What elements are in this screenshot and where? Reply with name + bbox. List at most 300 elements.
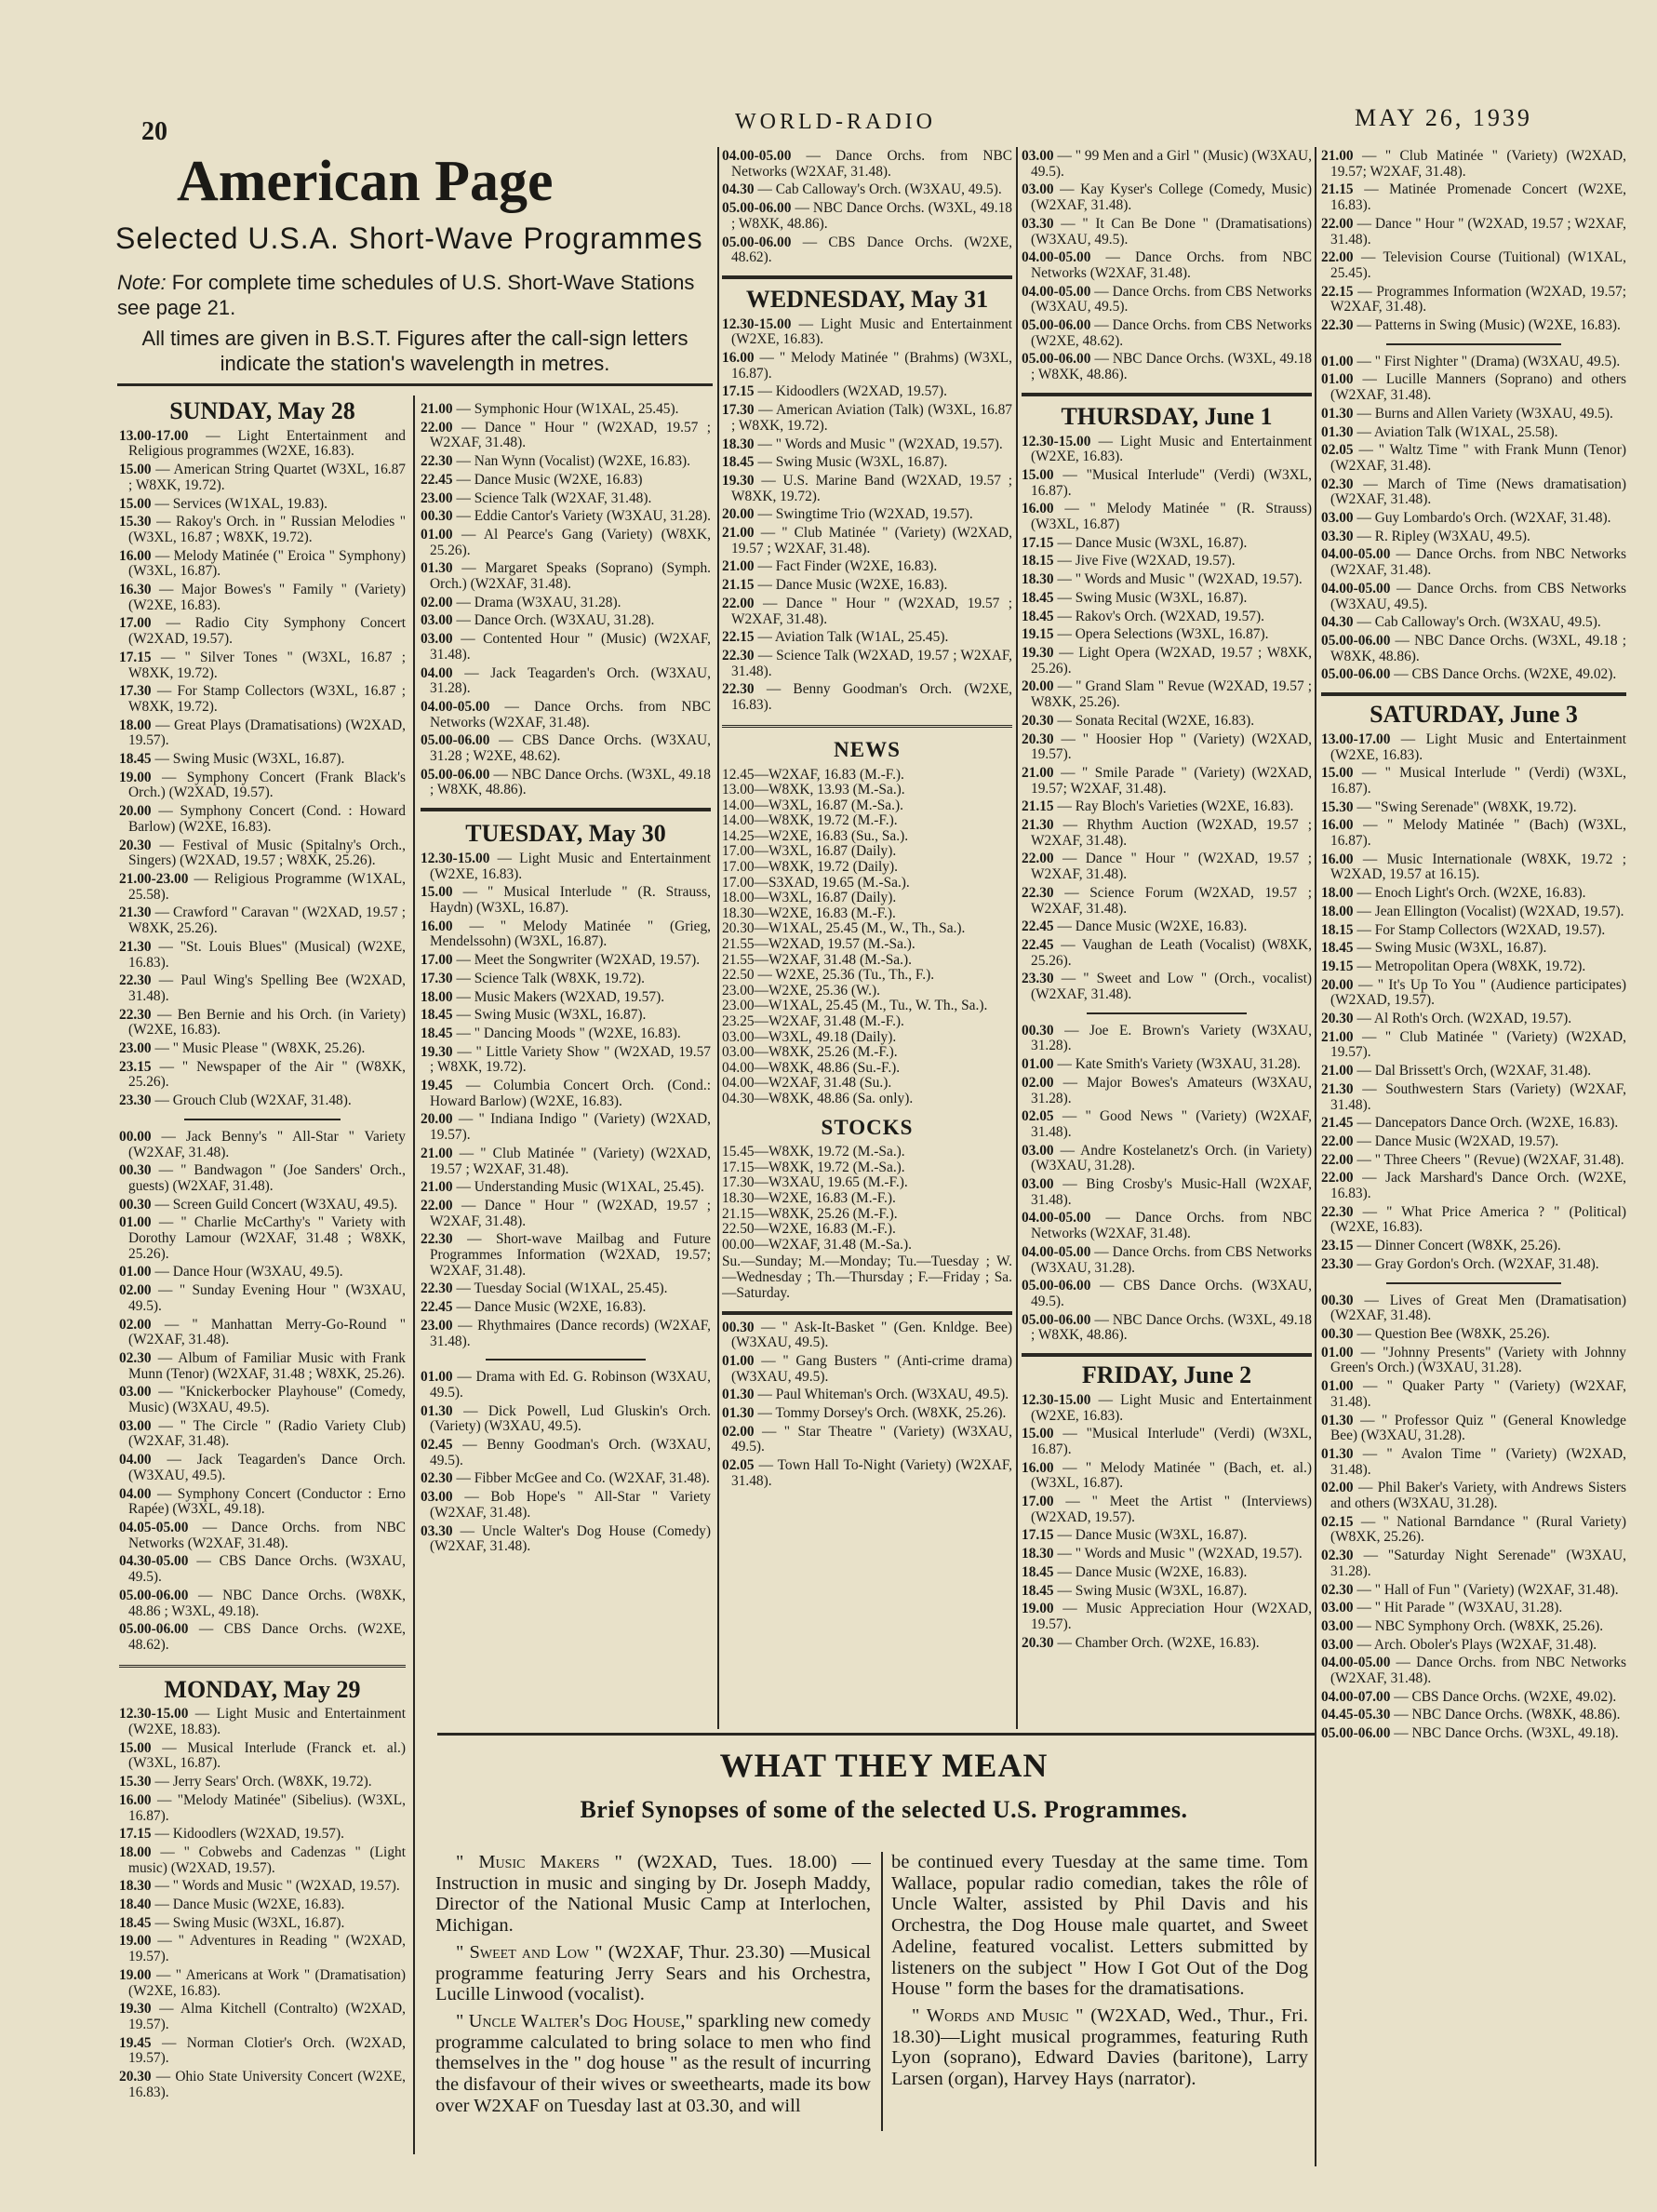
programme-entry: [1022, 182, 1312, 213]
programme-entry: [1022, 1565, 1312, 1581]
programme-description: — Great Plays (Dramatisations) (W2XAD, 19.57).: [128, 717, 406, 749]
programme-description: — NBC Dance Orchs. (W3XL, 49.18 ; W8XK, 48.86).: [1330, 632, 1626, 664]
programme-entry: [119, 1622, 406, 1653]
programme-time: 00.30: [1321, 1292, 1354, 1308]
programme-entry: [119, 2002, 406, 2032]
programme-time: 16.00: [722, 350, 755, 367]
programme-description: — Jack Benny's " All-Star " Variety (W2XAF, 31.48).: [128, 1128, 406, 1160]
programme-entry: [421, 632, 711, 663]
programme-description: — " It Can Be Done " (Dramatisations) (W3XAU, 49.5).: [1031, 215, 1312, 248]
programme-time: 03.30: [1022, 215, 1054, 232]
programme-description: — Swing Music (W3XL, 16.87).: [1053, 1582, 1248, 1599]
programme-entry: [1321, 1257, 1626, 1273]
programme-entry: [421, 1281, 711, 1297]
programme-description: — " The Circle " (Radio Variety Club) (W2XAF, 31.48).: [128, 1417, 406, 1450]
programme-entry: [119, 684, 406, 715]
programme-time: 03.00: [1022, 149, 1054, 164]
programme-description: — Dance Orchs. from NBC Networks (W2XAF, 31.48).: [430, 698, 711, 731]
programme-entry: [1022, 1024, 1312, 1054]
programme-description: — Science Talk (W8XK, 19.72).: [452, 970, 646, 986]
programme-description: — Sonata Recital (W2XE, 16.83).: [1053, 712, 1255, 729]
programme-time: 21.15: [1022, 798, 1054, 815]
bulletin-entry: 20.30—W1XAL, 25.45 (M., W., Th., Sa.).: [722, 920, 966, 937]
programme-entry: [119, 1897, 406, 1913]
programme-description: — Dance " Hour " (W2XAD, 19.57 ; W2XAF, 31.48).: [430, 1197, 711, 1229]
divider: [1087, 1012, 1247, 1014]
programme-time: 18.45: [119, 751, 152, 768]
programme-entry: [119, 872, 406, 903]
programme-description: — Bob Hope's " All-Star " Variety (W2XAF, 31.48).: [430, 1489, 711, 1521]
programme-entry: [1022, 818, 1312, 849]
programme-description: — R. Ripley (W3XAU, 49.5).: [1353, 528, 1530, 544]
programme-description: — Southwestern Stars (Variety) (W2XAF, 31.48).: [1330, 1080, 1626, 1113]
programme-time: 01.00: [722, 1352, 755, 1369]
programme-description: — Festival of Music (Spitalny's Orch., Singers) (W2XAD, 19.57 ; W8XK, 25.26).: [128, 837, 406, 869]
programme-entry: [1321, 149, 1626, 180]
programme-entry: [1022, 1144, 1312, 1174]
programme-time: 18.00: [119, 717, 152, 733]
programme-entry: [1321, 1030, 1626, 1061]
programme-time: 04.00-05.00: [421, 698, 490, 715]
note-label: Note:: [117, 271, 167, 294]
programme-description: — Major Bowes's Amateurs (W3XAU, 31.28).: [1031, 1074, 1312, 1106]
programme-description: — Dance " Hour " (W2XAD, 19.57 ; W2XAF, 31.48).: [731, 595, 1012, 627]
programme-entry: [119, 1916, 406, 1932]
programme-entry: [119, 463, 406, 493]
programme-time: 15.00: [1022, 1426, 1054, 1442]
programme-description: — Cab Calloway's Orch. (W3XAU, 49.5).: [754, 181, 1002, 198]
programme-time: 12.30-15.00: [119, 1706, 189, 1723]
programme-description: — Dal Brissett's Orch, (W2XAF, 31.48).: [1353, 1063, 1592, 1079]
programme-time: 17.00: [421, 952, 453, 969]
programme-description: — Dance " Hour " (W2XAD, 19.57 ; W2XAF, 31.48).: [1031, 851, 1312, 883]
programme-time: 04.00-05.00: [1321, 1655, 1391, 1671]
programme-description: — Dance Orchs. from CBS Networks (W2XE, 48.62).: [1031, 317, 1312, 349]
programme-time: 22.45: [1022, 918, 1054, 935]
bulletin-entry: 14.25—W2XE, 16.83 (Su., Sa.).: [722, 827, 909, 844]
programme-description: — " Meet the Artist " (Interviews) (W2XAD, 19.57).: [1031, 1494, 1312, 1525]
divider: [1386, 1282, 1561, 1284]
programme-entry: [722, 437, 1012, 453]
programme-entry: [722, 578, 1012, 594]
programme-time: 00.30: [1022, 1022, 1054, 1039]
programme-description: — Television Course (Tuitional) (W1XAL, 25.45).: [1330, 249, 1626, 281]
programme-entry: [1022, 886, 1312, 917]
programme-entry: [1321, 477, 1626, 508]
programme-entry: [722, 1406, 1012, 1422]
programme-description: — Jack Teagarden's Dance Orch. (W3XAU, 49.5).: [128, 1452, 406, 1483]
programme-description: — " Words and Music " (W2XAD, 19.57).: [1053, 1546, 1303, 1562]
programme-entry: [1022, 938, 1312, 969]
programme-description: — Symphony Concert (Cond. : Howard Barlow) (W2XE, 16.83).: [128, 803, 406, 835]
programme-entry: [119, 752, 406, 768]
programme-time: 15.00: [119, 495, 152, 512]
programme-description: — Drama with Ed. G. Robinson (W3XAU, 49.5).: [430, 1369, 711, 1401]
programme-time: 16.00: [1321, 851, 1354, 867]
programme-entry: [421, 1112, 711, 1143]
programme-entry: [119, 583, 406, 613]
programme-time: 02.05: [1022, 1108, 1054, 1125]
thursday-list-b: [1022, 1024, 1312, 1344]
programme-entry: [119, 1130, 406, 1160]
programme-entry: [1321, 1515, 1626, 1546]
programme-description: — " 99 Men and a Girl " (Music) (W3XAU, 49.5).: [1031, 149, 1312, 180]
programme-description: — Al Pearce's Gang (Variety) (W8XK, 25.26).: [430, 526, 711, 558]
programme-time: 01.00: [1022, 1056, 1054, 1073]
programme-description: — Burns and Allen Variety (W3XAU, 49.5).: [1353, 405, 1613, 422]
programme-description: — NBC Dance Orchs. (W3XL, 49.18 ; W8XK, 48.86).: [1031, 1311, 1312, 1344]
programme-entry: [1022, 1313, 1312, 1344]
news-list: [722, 768, 1012, 1107]
programme-time: 22.30: [1022, 884, 1054, 901]
programme-entry: [119, 2036, 406, 2067]
programme-description: — Joe E. Brown's Variety (W3XAU, 31.28).: [1031, 1022, 1312, 1054]
programme-entry: [722, 1458, 1012, 1489]
programme-description: — Jean Ellington (Vocalist) (W2XAD, 19.57).: [1353, 903, 1624, 919]
programme-description: — Dance " Hour " (W2XAD, 19.57 ; W2XAF, 31.48).: [430, 419, 711, 451]
programme-description: — CBS Dance Orchs. (W2XE, 48.62).: [128, 1621, 406, 1653]
programme-description: — NBC Dance Orchs. (W3XL, 49.18 ; W8XK, 48.86).: [430, 766, 711, 798]
heading-news: NEWS: [834, 737, 901, 761]
programme-time: 18.45: [119, 1914, 152, 1931]
programme-entry: [421, 768, 711, 798]
programme-description: — Meet the Songwriter (W2XAD, 19.57).: [452, 952, 701, 969]
programme-entry: [1321, 1619, 1626, 1635]
programme-entry: [1321, 1116, 1626, 1132]
programme-entry: [1321, 1171, 1626, 1201]
programme-time: 22.00: [1321, 249, 1354, 266]
programme-entry: [1321, 959, 1626, 975]
programme-entry: [1022, 1279, 1312, 1309]
programme-description: — " Star Theatre " (Variety) (W3XAU, 49.5).: [731, 1423, 1012, 1455]
programme-description: — "Musical Interlude" (Verdi) (W3XL, 16.87).: [1031, 1426, 1312, 1457]
programme-time: 15.30: [119, 514, 152, 530]
programme-time: 22.00: [1022, 851, 1054, 867]
programme-entry: [1022, 1602, 1312, 1632]
programme-time: 22.15: [1321, 283, 1354, 300]
programme-entry: [1321, 547, 1626, 578]
programme-time: 13.00-17.00: [119, 427, 189, 444]
programme-entry: [1321, 941, 1626, 957]
programme-time: 20.30: [1022, 712, 1054, 729]
programme-entry: [421, 491, 711, 507]
day-key: Su.—Sunday; M.—Monday; Tu.—Tuesday ; W.—Wednesday ; Th.—Thursday ; F.—Friday ; Sa.—Saturday.: [722, 1253, 1012, 1301]
programme-time: 05.00-06.00: [119, 1587, 189, 1603]
bulletin-entry: 23.00—W1XAL, 25.45 (M., Tu., W. Th., Sa.).: [722, 998, 988, 1014]
programme-entry: [1321, 1327, 1626, 1343]
programme-description: — Dance Music (W2XE, 16.83).: [452, 1299, 647, 1316]
programme-description: — Light Music and Entertainment (W2XE, 16.83).: [1031, 1391, 1312, 1424]
programme-time: 04.00-05.00: [1321, 580, 1391, 597]
synopsis-text: (W2XAF, Thur. 23.30) —Musical programme featuring Jerry Sears and his Orchestra, Lucille Linwood (vocalist).: [435, 1941, 871, 2005]
programme-time: 15.00: [119, 462, 152, 478]
programme-time: 05.00-06.00: [722, 234, 792, 250]
programme-time: 03.00: [1321, 1600, 1354, 1616]
programme-entry: [1321, 250, 1626, 281]
programme-entry: [119, 804, 406, 835]
bulletin-entry: 18.00—W3XL, 16.87 (Daily).: [722, 890, 897, 906]
programme-description: — Dance Music (W2XE, 16.83).: [151, 1897, 345, 1913]
bulletin-entry: 12.45—W2XAF, 16.83 (M.-F.).: [722, 766, 904, 783]
programme-description: — CBS Dance Orchs. (W3XAU, 49.5).: [128, 1553, 406, 1586]
programme-entry: [421, 1232, 711, 1279]
programme-entry: [1022, 1495, 1312, 1525]
programme-description: — " Club Matinée " (Variety) (W2XAD, 19.57; W2XAF, 31.48).: [1330, 149, 1626, 180]
programme-time: 22.30: [421, 453, 453, 470]
programme-description: — Dance Hour (W3XAU, 49.5).: [151, 1264, 343, 1280]
bulletin-entry: 04.00—W8XK, 48.86 (Su.-F.).: [722, 1059, 901, 1076]
programme-time: 05.00-06.00: [1321, 1725, 1391, 1742]
programme-time: 21.00: [1321, 149, 1354, 164]
synopsis-title: " Uncle Walter's Dog House,": [456, 2010, 693, 2031]
programme-time: 04.30: [722, 181, 755, 198]
programme-description: — Bing Crosby's Music-Hall (W2XAF, 31.48).: [1031, 1176, 1312, 1208]
wednesday-list-a: [722, 317, 1012, 714]
programme-entry: [1022, 502, 1312, 532]
programme-entry: [421, 421, 711, 451]
programme-description: — NBC Symphony Orch. (W8XK, 25.26).: [1353, 1617, 1604, 1634]
programme-description: — " Melody Matinée " (Bach, et. al.) (W3XL, 16.87).: [1031, 1459, 1312, 1492]
divider: [1386, 343, 1561, 345]
programme-entry: [722, 384, 1012, 400]
programme-time: 17.00: [1022, 1494, 1054, 1510]
column-thursday-friday: [1022, 149, 1312, 1731]
programme-description: — Al Roth's Orch. (W2XAD, 19.57).: [1353, 1011, 1572, 1027]
programme-description: — Science Talk (W2XAF, 31.48).: [452, 489, 652, 506]
programme-time: 03.00: [1022, 181, 1054, 198]
programme-time: 05.00-06.00: [1022, 1278, 1091, 1294]
programme-time: 02.05: [722, 1457, 755, 1474]
programme-description: — Melody Matinée (" Eroica " Symphony) (W3XL, 16.87).: [128, 547, 406, 580]
programme-description: — " Ask-It-Basket " (Gen. Knldge. Bee) (W3XAU, 49.5).: [731, 1319, 1012, 1351]
programme-entry: [1321, 1205, 1626, 1236]
programme-entry: [421, 596, 711, 611]
programme-entry: [1321, 978, 1626, 1009]
programme-entry: [421, 1199, 711, 1229]
programme-entry: [1321, 443, 1626, 474]
programme-time: 22.30: [421, 1280, 453, 1297]
programme-entry: [1321, 667, 1626, 683]
programme-entry: [421, 972, 711, 987]
programme-description: — Music Internationale (W8XK, 19.72 ; W2XAD, 19.57 at 16.15).: [1330, 851, 1626, 883]
programme-entry: [1022, 1393, 1312, 1424]
programme-time: 21.00: [421, 1145, 453, 1161]
programme-entry: [1321, 732, 1626, 763]
programme-time: 02.15: [1321, 1513, 1354, 1530]
bulletin-entry: 17.15—W8XK, 19.72 (M.-Sa.).: [722, 1159, 905, 1175]
programme-time: 04.00-05.00: [1022, 1243, 1091, 1260]
programme-description: — Light Entertainment and Religious programmes (W2XE, 16.83).: [128, 427, 406, 460]
programme-entry: [1022, 972, 1312, 1002]
programme-time: 00.30: [1321, 1326, 1354, 1342]
programme-time: 17.30: [119, 683, 152, 700]
programme-description: — Guy Lombardo's Orch. (W2XAF, 31.48).: [1353, 510, 1611, 527]
programme-time: 02.00: [421, 594, 453, 610]
programme-time: 19.30: [421, 1043, 453, 1060]
divider: [1022, 1353, 1312, 1357]
programme-time: 03.00: [421, 612, 453, 629]
programme-description: — Swing Music (W3XL, 16.87).: [452, 1007, 647, 1024]
programme-time: 22.30: [119, 972, 152, 989]
bulletin-entry: 03.00—W3XL, 49.18 (Daily).: [722, 1028, 897, 1045]
programme-description: — " Melody Matinée " (Bach) (W3XL, 16.87).: [1330, 817, 1626, 850]
programme-time: 20.30: [119, 2069, 152, 2085]
programme-entry: [119, 1775, 406, 1790]
programme-entry: [1022, 149, 1312, 180]
programme-time: 19.30: [1022, 644, 1054, 661]
programme-description: — Dancepators Dance Orch. (W2XE, 16.83).: [1353, 1115, 1619, 1132]
programme-description: — Symphonic Hour (W1XAL, 25.45).: [452, 402, 679, 417]
programme-time: 05.00-06.00: [722, 200, 792, 217]
what-they-mean-subheading: Brief Synopses of some of the selected U.S. Programmes.: [580, 1796, 1188, 1823]
programme-description: — " Smile Parade " (Variety) (W2XAD, 19.57; W2XAF, 31.48).: [1031, 764, 1312, 797]
programme-time: 18.00: [1321, 885, 1354, 902]
programme-time: 02.00: [1321, 1480, 1354, 1496]
programme-description: — Nan Wynn (Vocalist) (W2XE, 16.83).: [452, 453, 691, 470]
programme-entry: [1321, 425, 1626, 441]
column-sunday-monday: [119, 398, 406, 2166]
programme-entry: [1022, 318, 1312, 349]
tuesday-list-a: [421, 851, 711, 1349]
programme-description: — Dance Orchs. from NBC Networks (W2XAF, 31.48).: [1330, 546, 1626, 579]
programme-description: — Light Music and Entertainment (W2XE, 16.83).: [1330, 731, 1626, 763]
programme-time: 19.45: [119, 2034, 152, 2051]
programme-description: — " Gang Busters " (Anti-crime drama) (W3XAU, 49.5).: [731, 1352, 1012, 1385]
programme-time: 02.30: [1321, 1581, 1354, 1598]
programme-time: 17.15: [1022, 1527, 1054, 1544]
programme-entry: [421, 1319, 711, 1349]
programme-description: — Dance Orchs. from CBS Networks (W3XAU, 49.5).: [1031, 283, 1312, 315]
programme-time: 01.00: [119, 1214, 152, 1231]
programme-description: — Rhythm Auction (W2XAD, 19.57 ; W2XAF, 31.48).: [1031, 817, 1312, 849]
programme-entry: [1321, 318, 1626, 334]
programme-entry: [722, 597, 1012, 627]
programme-entry: [119, 1589, 406, 1619]
programme-time: 03.00: [1022, 1142, 1054, 1159]
programme-description: — Jive Five (W2XAD, 19.57).: [1053, 553, 1236, 570]
programme-entry: [119, 718, 406, 749]
programme-description: — " What Price America ? " (Political) (W2XE, 16.83).: [1330, 1203, 1626, 1236]
divider: [184, 1119, 341, 1120]
programme-entry: [722, 351, 1012, 382]
programme-description: — American Aviation (Talk) (W3XL, 16.87 ; W8XK, 19.72).: [731, 402, 1012, 434]
programme-entry: [421, 919, 711, 950]
programme-description: — Light Music and Entertainment (W2XE, 16.83).: [1031, 433, 1312, 465]
page-subtitle: Selected U.S.A. Short-Wave Programmes: [115, 221, 703, 255]
programme-time: 02.00: [119, 1316, 152, 1333]
programme-time: 17.15: [119, 649, 152, 665]
programme-time: 18.45: [722, 454, 755, 471]
programme-description: — CBS Dance Orchs. (W2XE, 48.62).: [731, 234, 1012, 266]
bulletin-entry: 18.30—W2XE, 16.83 (M.-F.).: [722, 1190, 896, 1207]
programme-time: 05.00-06.00: [1321, 666, 1391, 683]
section-rule: [437, 1733, 1316, 1736]
programme-description: — " Quaker Party " (Variety) (W2XAF, 31.48).: [1330, 1378, 1626, 1410]
bulletin-entry: 17.30—W3XAU, 19.65 (M.-F.).: [722, 1174, 908, 1191]
programme-description: — Question Bee (W8XK, 25.26).: [1353, 1326, 1550, 1342]
programme-entry: [119, 940, 406, 971]
programme-entry: [119, 1934, 406, 1964]
programme-description: — " Melody Matinée " (Brahms) (W3XL, 16.87).: [731, 350, 1012, 382]
friday-list-b: [1321, 149, 1626, 334]
note-text: For complete time schedules of U.S. Short-Wave Stations see page 21.: [117, 271, 695, 319]
programme-description: — " Bandwagon " (Joe Sanders' Orch., guests) (W2XAF, 31.48).: [128, 1162, 406, 1194]
programme-time: 20.00: [421, 1111, 453, 1128]
programme-description: — " Hoosier Hop " (Variety) (W2XAD, 19.57).: [1031, 731, 1312, 763]
programme-entry: [1022, 285, 1312, 315]
programme-entry: [119, 838, 406, 869]
programme-time: 23.15: [1321, 1238, 1354, 1254]
programme-entry: [421, 885, 711, 916]
programme-entry: [1321, 1601, 1626, 1616]
programme-entry: [1022, 1584, 1312, 1600]
heading-tuesday: TUESDAY, May 30: [465, 820, 666, 848]
programme-time: 21.15: [722, 577, 755, 594]
programme-description: — Dance " Hour " (W2XAD, 19.57 ; W2XAF, 31.48).: [1330, 215, 1626, 248]
bulletin-entry: 15.45—W8XK, 19.72 (M.-Sa.).: [722, 1144, 905, 1160]
programme-entry: [119, 1215, 406, 1262]
wednesday-list-c: [1022, 149, 1312, 383]
programme-description: — " Hall of Fun " (Variety) (W2XAF, 31.48).: [1353, 1581, 1619, 1598]
programme-time: 00.30: [119, 1196, 152, 1213]
programme-time: 15.00: [421, 884, 453, 901]
stocks-list: [722, 1145, 1012, 1253]
divider: [421, 808, 711, 811]
programme-entry: [119, 1793, 406, 1824]
programme-entry: [119, 2070, 406, 2100]
programme-time: 02.45: [421, 1437, 453, 1454]
programme-entry: [421, 454, 711, 470]
synopsis-text: be continued every Tuesday at the same time. Tom Wallace, popular radio comedian, takes the rôle of Uncle Walter, assisted by Phil Davis and his Orchestra, the Dog House male quartet, and Sweet Adeline, featured vocalist. Letters submitted by listeners on the subject " How I Got Out of the Dog House " form the bases for the dramatisations.: [891, 1852, 1308, 2000]
programme-entry: [1022, 610, 1312, 625]
programme-time: 04.45-05.30: [1321, 1707, 1391, 1723]
programme-time: 02.30: [119, 1349, 152, 1366]
programme-time: 21.00-23.00: [119, 870, 189, 887]
wednesday-list-b: [722, 1320, 1012, 1490]
programme-entry: [119, 616, 406, 647]
programme-time: 12.30-15.00: [1022, 433, 1091, 449]
programme-time: 05.00-06.00: [421, 732, 490, 749]
programme-entry: [1321, 1548, 1626, 1579]
synopsis-title: " Sweet and Low ": [456, 1941, 603, 1963]
programme-entry: [119, 1351, 406, 1382]
programme-time: 22.30: [722, 647, 755, 664]
bulletin-entry: 22.50—W2XE, 16.83 (M.-F.).: [722, 1221, 896, 1238]
programme-time: 19.00: [119, 1966, 152, 1983]
programme-time: 21.00: [1022, 764, 1054, 781]
programme-entry: [1321, 1481, 1626, 1511]
programme-entry: [119, 1198, 406, 1213]
programme-time: 15.30: [119, 1774, 152, 1790]
programme-entry: [1022, 646, 1312, 677]
programme-entry: [1321, 355, 1626, 370]
programme-description: — NBC Dance Orchs. (W8XK, 48.86 ; W3XL, 49.18).: [128, 1587, 406, 1619]
programme-description: — Kidoodlers (W2XAD, 19.57).: [754, 383, 947, 400]
programme-entry: [722, 149, 1012, 180]
programme-description: — Vaughan de Leath (Vocalist) (W8XK, 25.26).: [1031, 936, 1312, 969]
friday-list-a: [1022, 1393, 1312, 1652]
programme-description: — " Hit Parade " (W3XAU, 31.28).: [1353, 1600, 1563, 1616]
programme-time: 19.00: [119, 1933, 152, 1950]
programme-time: 22.30: [722, 681, 755, 698]
divider: [722, 725, 1012, 730]
programme-entry: [1022, 352, 1312, 382]
programme-entry: [1321, 800, 1626, 816]
programme-time: 02.30: [1321, 476, 1354, 492]
programme-description: — Musical Interlude (Franck et. al.) (W3XL, 16.87).: [128, 1739, 406, 1772]
programme-time: 12.30-15.00: [722, 315, 792, 332]
programme-description: — Paul Wing's Spelling Bee (W2XAD, 31.48).: [128, 972, 406, 1004]
